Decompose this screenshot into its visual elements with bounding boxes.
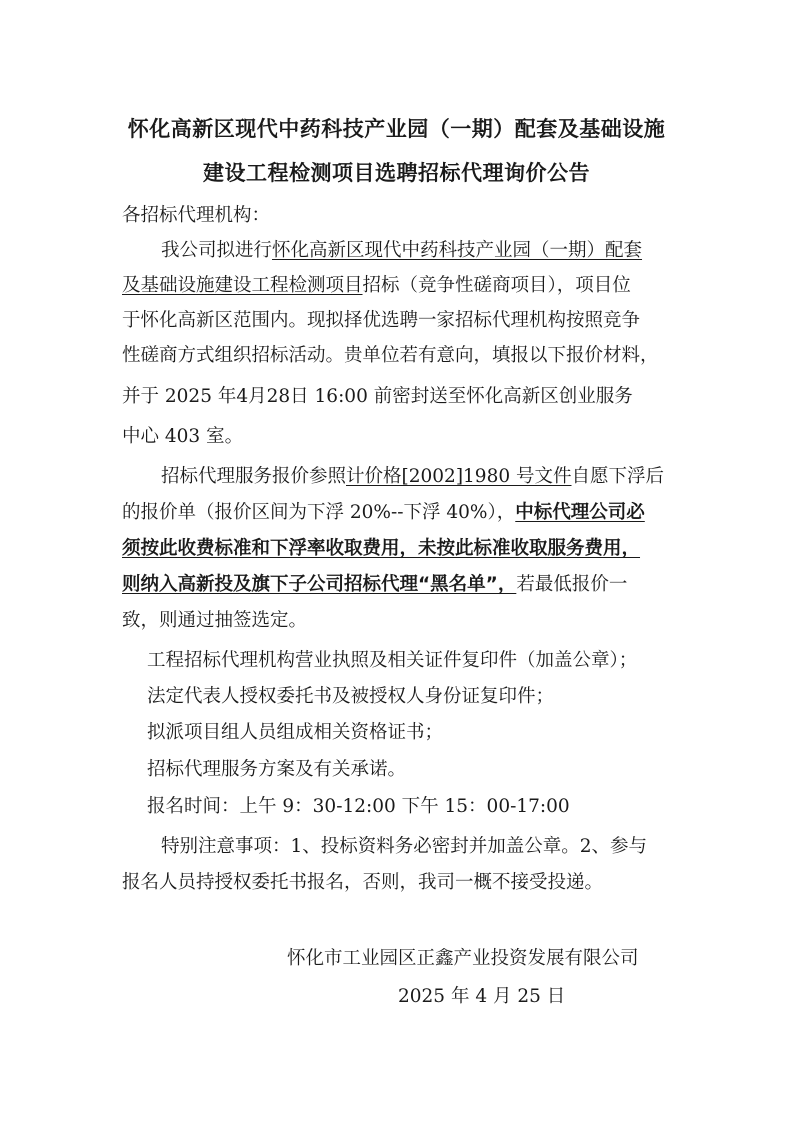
paragraph-1-line-4: 性磋商方式组织招标活动。贵单位若有意向，填报以下报价材料， — [122, 345, 659, 366]
paragraph-1-line-5: 并于 2025 年4月28日 16:00 前密封送至怀化高新区创业服务 — [122, 386, 633, 407]
issue-date: 2025 年 4 月 25 日 — [398, 986, 566, 1007]
salutation: 各招标代理机构： — [122, 205, 271, 226]
project-name-underlined: 怀化高新区现代中药科技产业园（一期）配套 — [272, 240, 643, 261]
paragraph-1-line-3: 于怀化高新区范围内。现拟择优选聘一家招标代理机构按照竞争 — [122, 310, 641, 331]
paragraph-2-text: 自愿下浮后 — [571, 466, 665, 487]
paragraph-2-line-4 — [122, 572, 627, 598]
paragraph-1-line-1 — [161, 238, 642, 264]
project-name-underlined: 及基础设施建设工程检测项目 — [122, 275, 363, 296]
paragraph-2-text: 招标代理服务报价参照 — [161, 466, 347, 487]
paragraph-1-line-2 — [122, 273, 631, 299]
issuer-company: 怀化市工业园区正鑫产业投资发展有限公司 — [287, 948, 639, 969]
bold-warning-text: 中标代理公司必 — [515, 502, 645, 523]
special-notice-line-2: 报名人员持授权委托书报名，否则，我司一概不接受投递。 — [122, 872, 604, 893]
paragraph-2-line-2 — [122, 500, 645, 526]
document-title-line-1: 怀化高新区现代中药科技产业园（一期）配套及基础设施 — [127, 117, 666, 141]
requirement-item: 法定代表人授权委托书及被授权人身份证复印件； — [147, 686, 555, 707]
requirement-item: 拟派项目组人员组成相关资格证书； — [147, 722, 444, 743]
paragraph-2-text: 若最低报价一 — [516, 574, 628, 595]
registration-time: 报名时间：上午 9：30-12:00 下午 15：00-17:00 — [147, 796, 570, 817]
bold-warning-line: 须按此收费标准和下浮率收取费用，未按此标准收取服务费用， — [122, 538, 641, 559]
paragraph-2-line-1 — [161, 464, 664, 490]
document-title-line-2: 建设工程检测项目选聘招标代理询价公告 — [203, 161, 590, 185]
paragraph-1-text: 招标（竞争性磋商项目），项目位 — [362, 275, 631, 296]
requirement-item: 招标代理服务方案及有关承诺。 — [147, 759, 407, 780]
special-notice-line-1: 特别注意事项：1、投标资料务必密封并加盖公章。2、参与 — [161, 836, 648, 857]
paragraph-2-line-5: 致，则通过抽签选定。 — [122, 610, 308, 631]
bold-warning-text: 则纳入高新投及旗下子公司招标代理“黑名单”， — [122, 574, 517, 595]
paragraph-1-text: 我公司拟进行 — [161, 240, 273, 261]
requirement-item: 工程招标代理机构营业执照及相关证件复印件（加盖公章）； — [147, 650, 638, 671]
pricing-document-reference: 计价格[2002]1980 号文件 — [346, 466, 572, 487]
paragraph-1-line-6: 中心 403 室。 — [122, 426, 244, 447]
paragraph-2-text: 的报价单（报价区间为下浮 20%--下浮 40%）， — [122, 502, 516, 523]
